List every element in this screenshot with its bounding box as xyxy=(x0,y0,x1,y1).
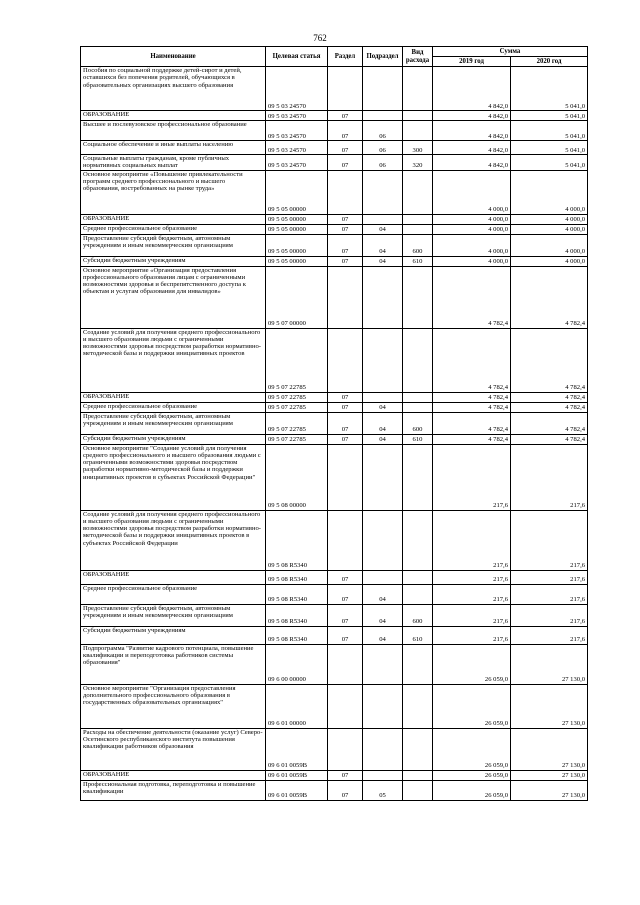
header-section: Раздел xyxy=(328,47,363,67)
row-sum-2019: 4 000,0 xyxy=(433,170,511,214)
table-row xyxy=(81,434,588,444)
row-sum-2020: 27 130,0 xyxy=(511,770,588,780)
row-section: 07 xyxy=(328,402,363,412)
header-year-2020: 2020 год xyxy=(511,57,588,67)
row-expense-type xyxy=(403,67,433,111)
row-name: Предоставление субсидий бюджетным, автономным учреждениям и иным некоммерческим организациям xyxy=(81,412,266,434)
row-subsection: 04 xyxy=(363,584,403,604)
row-name: Среднее профессиональное образование xyxy=(81,584,266,604)
row-name: Субсидии бюджетным учреждениям xyxy=(81,434,266,444)
row-sum-2019: 4 000,0 xyxy=(433,224,511,234)
row-sum-2020: 4 000,0 xyxy=(511,224,588,234)
row-sum-2020: 217,6 xyxy=(511,570,588,584)
row-sum-2019: 26 059,0 xyxy=(433,770,511,780)
row-subsection: 04 xyxy=(363,234,403,256)
row-sum-2019: 4 842,0 xyxy=(433,111,511,121)
row-name: Пособия по социальной поддержке детей-сирот и детей, оставшихся без попечения родителей, обучающихся в образовательных организациях высшего образования xyxy=(81,67,266,111)
row-sum-2020: 4 782,4 xyxy=(511,402,588,412)
header-subsection: Подраздел xyxy=(363,47,403,67)
row-target-article: 09 6 01 0059В xyxy=(266,770,328,780)
table-row xyxy=(81,402,588,412)
table-row xyxy=(81,444,588,510)
row-expense-type xyxy=(403,510,433,570)
row-target-article: 09 6 00 00000 xyxy=(266,644,328,684)
row-subsection xyxy=(363,214,403,224)
row-sum-2019: 4 842,0 xyxy=(433,155,511,171)
table-row xyxy=(81,67,588,111)
row-target-article: 09 6 01 00000 xyxy=(266,684,328,728)
row-expense-type: 600 xyxy=(403,412,433,434)
table-row xyxy=(81,570,588,584)
row-subsection xyxy=(363,570,403,584)
row-sum-2019: 4 842,0 xyxy=(433,121,511,141)
row-name: ОБРАЗОВАНИЕ xyxy=(81,770,266,780)
row-section xyxy=(328,170,363,214)
row-subsection xyxy=(363,266,403,328)
row-section: 07 xyxy=(328,770,363,780)
row-target-article: 09 5 03 24570 xyxy=(266,67,328,111)
row-target-article: 09 5 03 24570 xyxy=(266,111,328,121)
row-sum-2020: 217,6 xyxy=(511,604,588,626)
row-subsection: 04 xyxy=(363,402,403,412)
row-subsection: 06 xyxy=(363,155,403,171)
row-section: 07 xyxy=(328,224,363,234)
row-section: 07 xyxy=(328,111,363,121)
row-sum-2019: 217,6 xyxy=(433,510,511,570)
row-target-article: 09 5 08 R5340 xyxy=(266,584,328,604)
row-sum-2019: 26 059,0 xyxy=(433,780,511,800)
row-expense-type xyxy=(403,570,433,584)
row-target-article: 09 6 01 0059В xyxy=(266,780,328,800)
table-row xyxy=(81,510,588,570)
row-section xyxy=(328,444,363,510)
row-name: Основное мероприятие "Организация предоставления дополнительного профессионального образования в государственных образовательных организациях" xyxy=(81,684,266,728)
row-target-article: 09 5 05 00000 xyxy=(266,224,328,234)
row-sum-2020: 5 041,0 xyxy=(511,121,588,141)
table-row xyxy=(81,141,588,155)
row-name: Создание условий для получения среднего профессионального и высшего образования людьми с ограниченными возможностями здоровья посредством разработки нормативно-методической базы и поддержки инициативных проектов в субъектах Российской Федерации xyxy=(81,510,266,570)
table-row xyxy=(81,224,588,234)
row-sum-2020: 4 782,4 xyxy=(511,392,588,402)
row-target-article: 09 5 03 24570 xyxy=(266,141,328,155)
row-sum-2020: 4 000,0 xyxy=(511,214,588,224)
row-expense-type: 600 xyxy=(403,234,433,256)
row-sum-2020: 4 000,0 xyxy=(511,170,588,214)
row-target-article: 09 5 05 00000 xyxy=(266,234,328,256)
row-sum-2020: 4 000,0 xyxy=(511,256,588,266)
row-expense-type xyxy=(403,584,433,604)
row-name: Среднее профессиональное образование xyxy=(81,402,266,412)
row-expense-type: 610 xyxy=(403,434,433,444)
row-sum-2019: 4 000,0 xyxy=(433,234,511,256)
row-sum-2019: 4 782,4 xyxy=(433,392,511,402)
row-section xyxy=(328,728,363,770)
row-subsection xyxy=(363,444,403,510)
row-subsection: 04 xyxy=(363,256,403,266)
row-name: Субсидии бюджетным учреждениям xyxy=(81,256,266,266)
row-expense-type xyxy=(403,214,433,224)
table-row xyxy=(81,644,588,684)
row-target-article: 09 5 08 R5340 xyxy=(266,510,328,570)
row-expense-type xyxy=(403,728,433,770)
table-row xyxy=(81,412,588,434)
row-expense-type xyxy=(403,770,433,780)
table-row xyxy=(81,584,588,604)
row-expense-type: 610 xyxy=(403,256,433,266)
row-section: 07 xyxy=(328,141,363,155)
row-section: 07 xyxy=(328,570,363,584)
row-section: 07 xyxy=(328,392,363,402)
row-sum-2020: 217,6 xyxy=(511,510,588,570)
row-subsection: 04 xyxy=(363,604,403,626)
page-number: 762 xyxy=(313,33,327,43)
row-sum-2019: 217,6 xyxy=(433,584,511,604)
row-section xyxy=(328,328,363,392)
row-subsection: 04 xyxy=(363,224,403,234)
row-name: Социальные выплаты гражданам, кроме публичных нормативных социальных выплат xyxy=(81,155,266,171)
row-subsection xyxy=(363,728,403,770)
row-sum-2020: 4 782,4 xyxy=(511,266,588,328)
row-name: Профессиональная подготовка, переподготовка и повышение квалификации xyxy=(81,780,266,800)
row-target-article: 09 5 08 R5340 xyxy=(266,626,328,644)
row-subsection xyxy=(363,392,403,402)
row-expense-type: 610 xyxy=(403,626,433,644)
row-expense-type xyxy=(403,121,433,141)
header-expense-type: Вид расхода xyxy=(403,47,433,67)
row-sum-2020: 5 041,0 xyxy=(511,141,588,155)
table-row xyxy=(81,328,588,392)
row-subsection: 06 xyxy=(363,141,403,155)
header-target-article: Целевая статья xyxy=(266,47,328,67)
row-sum-2019: 4 782,4 xyxy=(433,402,511,412)
row-subsection: 06 xyxy=(363,121,403,141)
table-row xyxy=(81,111,588,121)
row-sum-2020: 27 130,0 xyxy=(511,728,588,770)
row-subsection: 04 xyxy=(363,626,403,644)
row-section: 07 xyxy=(328,155,363,171)
table-row xyxy=(81,392,588,402)
row-name: ОБРАЗОВАНИЕ xyxy=(81,392,266,402)
row-expense-type xyxy=(403,780,433,800)
row-expense-type xyxy=(403,392,433,402)
row-section: 07 xyxy=(328,214,363,224)
row-expense-type xyxy=(403,444,433,510)
row-name: Основное мероприятие «Повышение привлекательности программ среднего профессионального и высшего образования, востребованных на рынке труда» xyxy=(81,170,266,214)
row-section xyxy=(328,644,363,684)
table-row xyxy=(81,684,588,728)
row-target-article: 09 5 03 24570 xyxy=(266,155,328,171)
row-sum-2019: 4 782,4 xyxy=(433,328,511,392)
row-sum-2020: 4 782,4 xyxy=(511,328,588,392)
row-section: 07 xyxy=(328,604,363,626)
table-row xyxy=(81,770,588,780)
row-expense-type: 600 xyxy=(403,604,433,626)
table-row xyxy=(81,155,588,171)
row-target-article: 09 5 05 00000 xyxy=(266,256,328,266)
row-sum-2020: 27 130,0 xyxy=(511,644,588,684)
row-section: 07 xyxy=(328,234,363,256)
row-section xyxy=(328,510,363,570)
row-name: Субсидии бюджетным учреждениям xyxy=(81,626,266,644)
row-sum-2020: 27 130,0 xyxy=(511,684,588,728)
row-target-article: 09 5 07 00000 xyxy=(266,266,328,328)
table-row xyxy=(81,121,588,141)
row-sum-2019: 26 059,0 xyxy=(433,728,511,770)
row-section: 07 xyxy=(328,780,363,800)
row-name: Основное мероприятие "Создание условий для получения среднего профессионального и высшего образования людьми с ограниченными возможностями здоровья посредством разработки нормативно-методической базы и поддержки инициативных проектов в субъектах Российской Федерации" xyxy=(81,444,266,510)
row-expense-type xyxy=(403,328,433,392)
row-sum-2020: 5 041,0 xyxy=(511,155,588,171)
row-target-article: 09 5 07 22785 xyxy=(266,328,328,392)
row-target-article: 09 5 03 24570 xyxy=(266,121,328,141)
row-subsection xyxy=(363,170,403,214)
row-subsection: 04 xyxy=(363,412,403,434)
row-expense-type xyxy=(403,266,433,328)
row-subsection xyxy=(363,510,403,570)
row-sum-2019: 217,6 xyxy=(433,604,511,626)
row-section xyxy=(328,67,363,111)
row-expense-type xyxy=(403,402,433,412)
row-section: 07 xyxy=(328,256,363,266)
table-row xyxy=(81,234,588,256)
row-sum-2020: 217,6 xyxy=(511,584,588,604)
row-sum-2020: 27 130,0 xyxy=(511,780,588,800)
row-sum-2020: 5 041,0 xyxy=(511,111,588,121)
header-name: Наименование xyxy=(81,47,266,67)
row-name: ОБРАЗОВАНИЕ xyxy=(81,570,266,584)
table-row xyxy=(81,266,588,328)
row-section: 07 xyxy=(328,626,363,644)
row-expense-type: 300 xyxy=(403,141,433,155)
row-sum-2019: 4 842,0 xyxy=(433,67,511,111)
row-target-article: 09 5 08 00000 xyxy=(266,444,328,510)
header-year-2019: 2019 год xyxy=(433,57,511,67)
row-target-article: 09 5 05 00000 xyxy=(266,170,328,214)
row-sum-2019: 217,6 xyxy=(433,570,511,584)
table-row xyxy=(81,256,588,266)
row-sum-2019: 217,6 xyxy=(433,626,511,644)
row-target-article: 09 5 07 22785 xyxy=(266,412,328,434)
row-target-article: 09 5 05 00000 xyxy=(266,214,328,224)
row-name: Предоставление субсидий бюджетным, автономным учреждениям и иным некоммерческим организациям xyxy=(81,234,266,256)
row-name: Социальное обеспечение и иные выплаты населению xyxy=(81,141,266,155)
row-expense-type xyxy=(403,684,433,728)
row-expense-type xyxy=(403,644,433,684)
row-sum-2019: 4 782,4 xyxy=(433,412,511,434)
row-subsection xyxy=(363,328,403,392)
table-row xyxy=(81,604,588,626)
row-section xyxy=(328,684,363,728)
row-section xyxy=(328,266,363,328)
row-section: 07 xyxy=(328,434,363,444)
row-subsection xyxy=(363,111,403,121)
row-name: Высшее и послевузовское профессиональное образование xyxy=(81,121,266,141)
row-sum-2020: 4 782,4 xyxy=(511,434,588,444)
row-subsection xyxy=(363,684,403,728)
budget-table xyxy=(80,46,588,801)
row-target-article: 09 5 07 22785 xyxy=(266,402,328,412)
row-sum-2020: 4 000,0 xyxy=(511,234,588,256)
row-sum-2019: 4 842,0 xyxy=(433,141,511,155)
header-sum: Сумма xyxy=(433,47,588,57)
row-sum-2020: 217,6 xyxy=(511,444,588,510)
table-row xyxy=(81,780,588,800)
row-name: Основное мероприятие «Организация предоставления профессионального образования лицам с ограниченными возможностями здоровья и беспрепятственного доступа к объектам и услугам образования для инвалидов» xyxy=(81,266,266,328)
row-subsection: 05 xyxy=(363,780,403,800)
row-sum-2019: 4 000,0 xyxy=(433,214,511,224)
row-sum-2020: 5 041,0 xyxy=(511,67,588,111)
row-sum-2019: 217,6 xyxy=(433,444,511,510)
row-sum-2020: 217,6 xyxy=(511,626,588,644)
row-subsection xyxy=(363,644,403,684)
row-expense-type xyxy=(403,224,433,234)
table-row xyxy=(81,170,588,214)
row-subsection xyxy=(363,67,403,111)
row-sum-2020: 4 782,4 xyxy=(511,412,588,434)
row-name: Среднее профессиональное образование xyxy=(81,224,266,234)
row-section: 07 xyxy=(328,584,363,604)
table-row xyxy=(81,626,588,644)
table-row xyxy=(81,214,588,224)
row-sum-2019: 26 059,0 xyxy=(433,684,511,728)
row-expense-type xyxy=(403,170,433,214)
row-section: 07 xyxy=(328,412,363,434)
row-section: 07 xyxy=(328,121,363,141)
row-target-article: 09 6 01 0059В xyxy=(266,728,328,770)
row-expense-type: 320 xyxy=(403,155,433,171)
row-name: ОБРАЗОВАНИЕ xyxy=(81,214,266,224)
table-row xyxy=(81,728,588,770)
row-target-article: 09 5 07 22785 xyxy=(266,434,328,444)
row-name: Расходы на обеспечение деятельности (оказание услуг) Северо-Осетинского республиканского института повышения квалификации работников образования xyxy=(81,728,266,770)
row-name: Создание условий для получения среднего профессионального и высшего образования людьми с ограниченными возможностями здоровья посредством разработки нормативно-методической базы и поддержки инициативных проектов xyxy=(81,328,266,392)
row-name: Подпрограмма "Развитие кадрового потенциала, повышение квалификации и переподготовка работников системы образования" xyxy=(81,644,266,684)
row-sum-2019: 4 782,4 xyxy=(433,434,511,444)
row-target-article: 09 5 08 R5340 xyxy=(266,604,328,626)
row-sum-2019: 4 782,4 xyxy=(433,266,511,328)
row-expense-type xyxy=(403,111,433,121)
row-target-article: 09 5 07 22785 xyxy=(266,392,328,402)
row-subsection xyxy=(363,770,403,780)
row-subsection: 04 xyxy=(363,434,403,444)
row-sum-2019: 4 000,0 xyxy=(433,256,511,266)
row-target-article: 09 5 08 R5340 xyxy=(266,570,328,584)
row-sum-2019: 26 059,0 xyxy=(433,644,511,684)
row-name: ОБРАЗОВАНИЕ xyxy=(81,111,266,121)
row-name: Предоставление субсидий бюджетным, автономным учреждениям и иным некоммерческим организациям xyxy=(81,604,266,626)
